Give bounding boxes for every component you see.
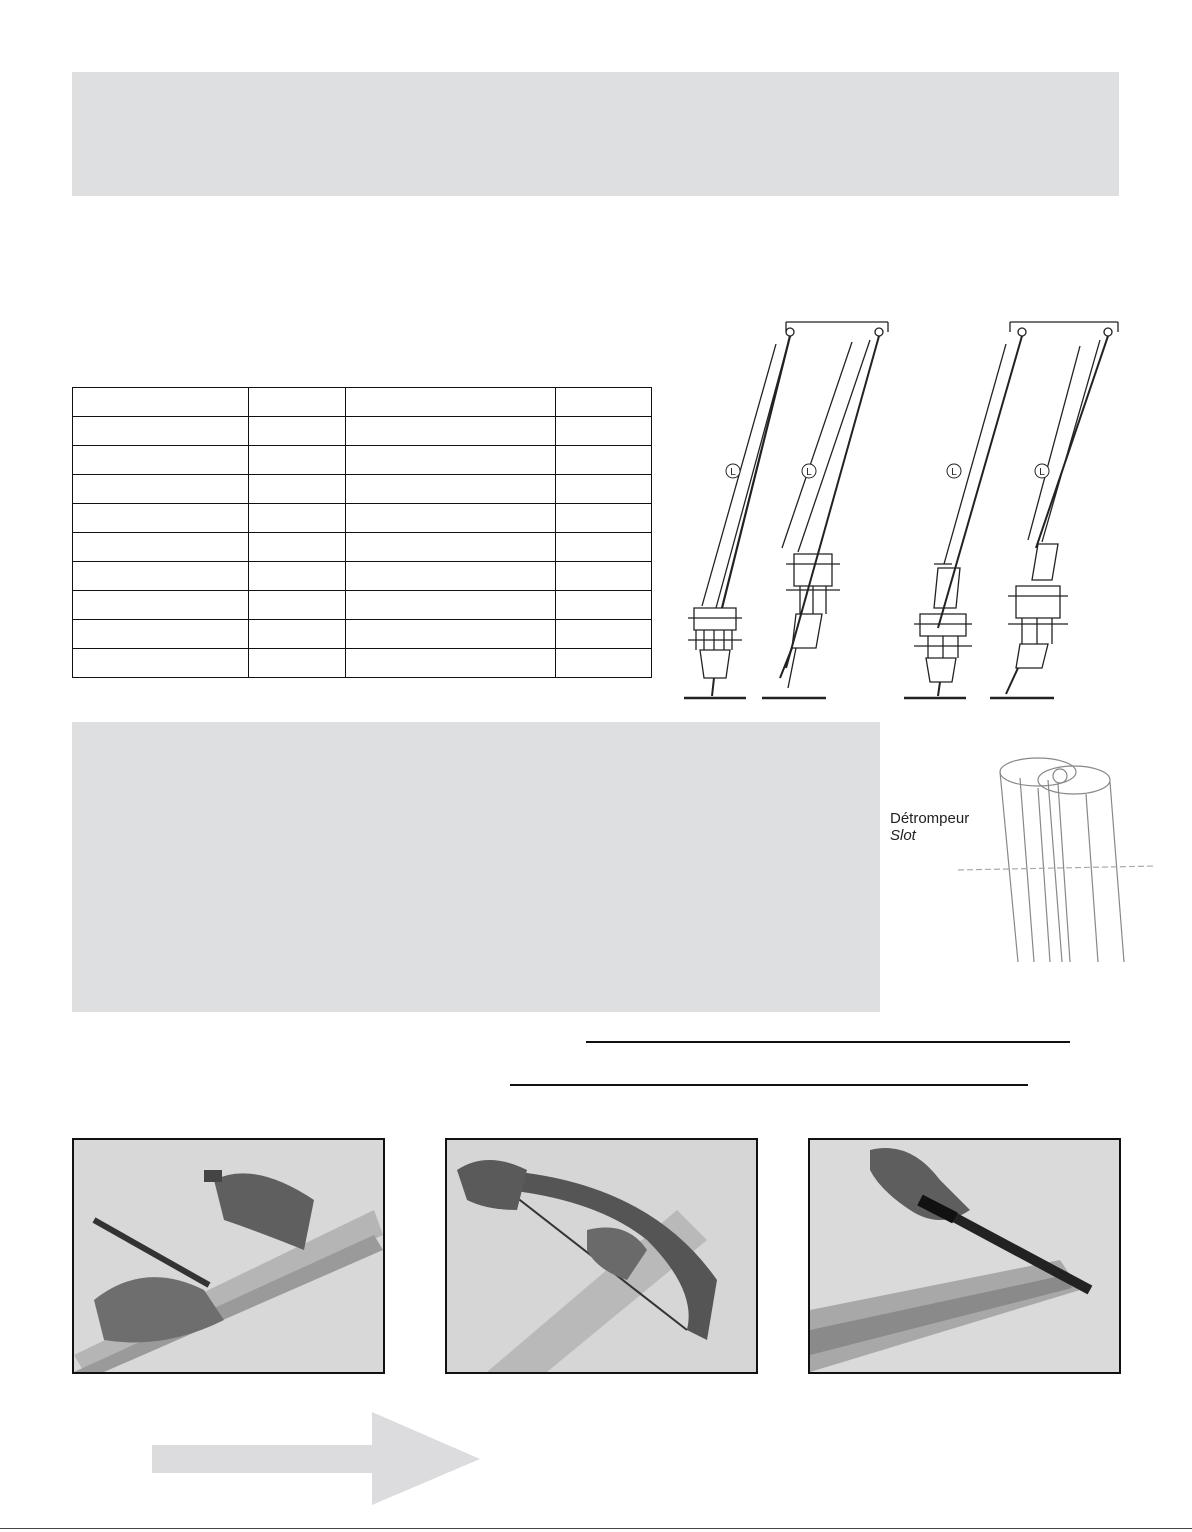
photo-marking: [72, 1138, 385, 1374]
table-cell: [248, 388, 345, 417]
l-marker-4: L: [1039, 467, 1045, 478]
table-cell: [248, 533, 345, 562]
table-cell: [556, 388, 652, 417]
table-row: [73, 417, 652, 446]
table-row: [73, 562, 652, 591]
slot-label-fr: Détrompeur: [890, 810, 970, 827]
table-cell: [345, 649, 556, 678]
next-arrow: [152, 1412, 482, 1506]
table-cell: [73, 446, 249, 475]
furler-diagrams: [676, 318, 1126, 704]
spec-table-body: [73, 388, 652, 678]
table-row: [73, 446, 652, 475]
table-cell: [556, 649, 652, 678]
filing-edges-icon: [810, 1140, 1119, 1372]
table-cell: [248, 475, 345, 504]
table-cell: [345, 475, 556, 504]
table-cell: [345, 388, 556, 417]
table-cell: [556, 533, 652, 562]
table-cell: [248, 649, 345, 678]
underline-2: [510, 1084, 1028, 1086]
table-cell: [73, 504, 249, 533]
table-cell: [556, 475, 652, 504]
width-bracket-left: [786, 322, 888, 332]
table-cell: [73, 388, 249, 417]
table-cell: [556, 417, 652, 446]
slot-figure: [888, 730, 1172, 970]
table-cell: [556, 591, 652, 620]
furler-diagram-1: [684, 328, 794, 698]
table-cell: [73, 475, 249, 504]
table-cell: [345, 591, 556, 620]
furler-diagram-2: [762, 328, 883, 698]
furler-diagrams-drawing: [676, 318, 1126, 704]
table-cell: [248, 591, 345, 620]
table-cell: [248, 504, 345, 533]
table-cell: [73, 649, 249, 678]
table-cell: [556, 562, 652, 591]
l-marker-2: L: [806, 467, 812, 478]
table-cell: [248, 446, 345, 475]
cutting-with-hacksaw-icon: [447, 1140, 756, 1372]
table-cell: [345, 446, 556, 475]
table-cell: [556, 446, 652, 475]
underline-1: [586, 1041, 1070, 1043]
photo-filing: [808, 1138, 1121, 1374]
photo-sawing: [445, 1138, 758, 1374]
table-cell: [556, 620, 652, 649]
table-row: [73, 533, 652, 562]
table-cell: [73, 562, 249, 591]
table-cell: [248, 417, 345, 446]
table-cell: [248, 562, 345, 591]
table-cell: [73, 591, 249, 620]
table-row: [73, 591, 652, 620]
l-marker-1: L: [730, 467, 736, 478]
marking-with-pen-icon: [74, 1140, 383, 1372]
table-row: [73, 475, 652, 504]
page-bottom-rule: [0, 1528, 1192, 1529]
table-cell: [345, 504, 556, 533]
furler-diagram-3: [904, 328, 1026, 698]
instruction-band: [72, 722, 880, 1012]
slot-label: [890, 810, 969, 844]
table-cell: [73, 417, 249, 446]
header-band: [72, 72, 1119, 196]
table-cell: [345, 620, 556, 649]
table-cell: [73, 620, 249, 649]
slot-label-en: Slot: [890, 827, 916, 844]
table-row: [73, 620, 652, 649]
arrow-right-icon: [152, 1412, 482, 1506]
table-cell: [345, 562, 556, 591]
table-cell: [345, 533, 556, 562]
table-cell: [345, 417, 556, 446]
table-row: [73, 388, 652, 417]
table-cell: [556, 504, 652, 533]
table-cell: [248, 620, 345, 649]
spec-table: [72, 387, 652, 678]
l-marker-3: L: [951, 467, 957, 478]
foil-section-drawing: [888, 730, 1172, 970]
table-row: [73, 649, 652, 678]
table-row: [73, 504, 652, 533]
table-cell: [73, 533, 249, 562]
